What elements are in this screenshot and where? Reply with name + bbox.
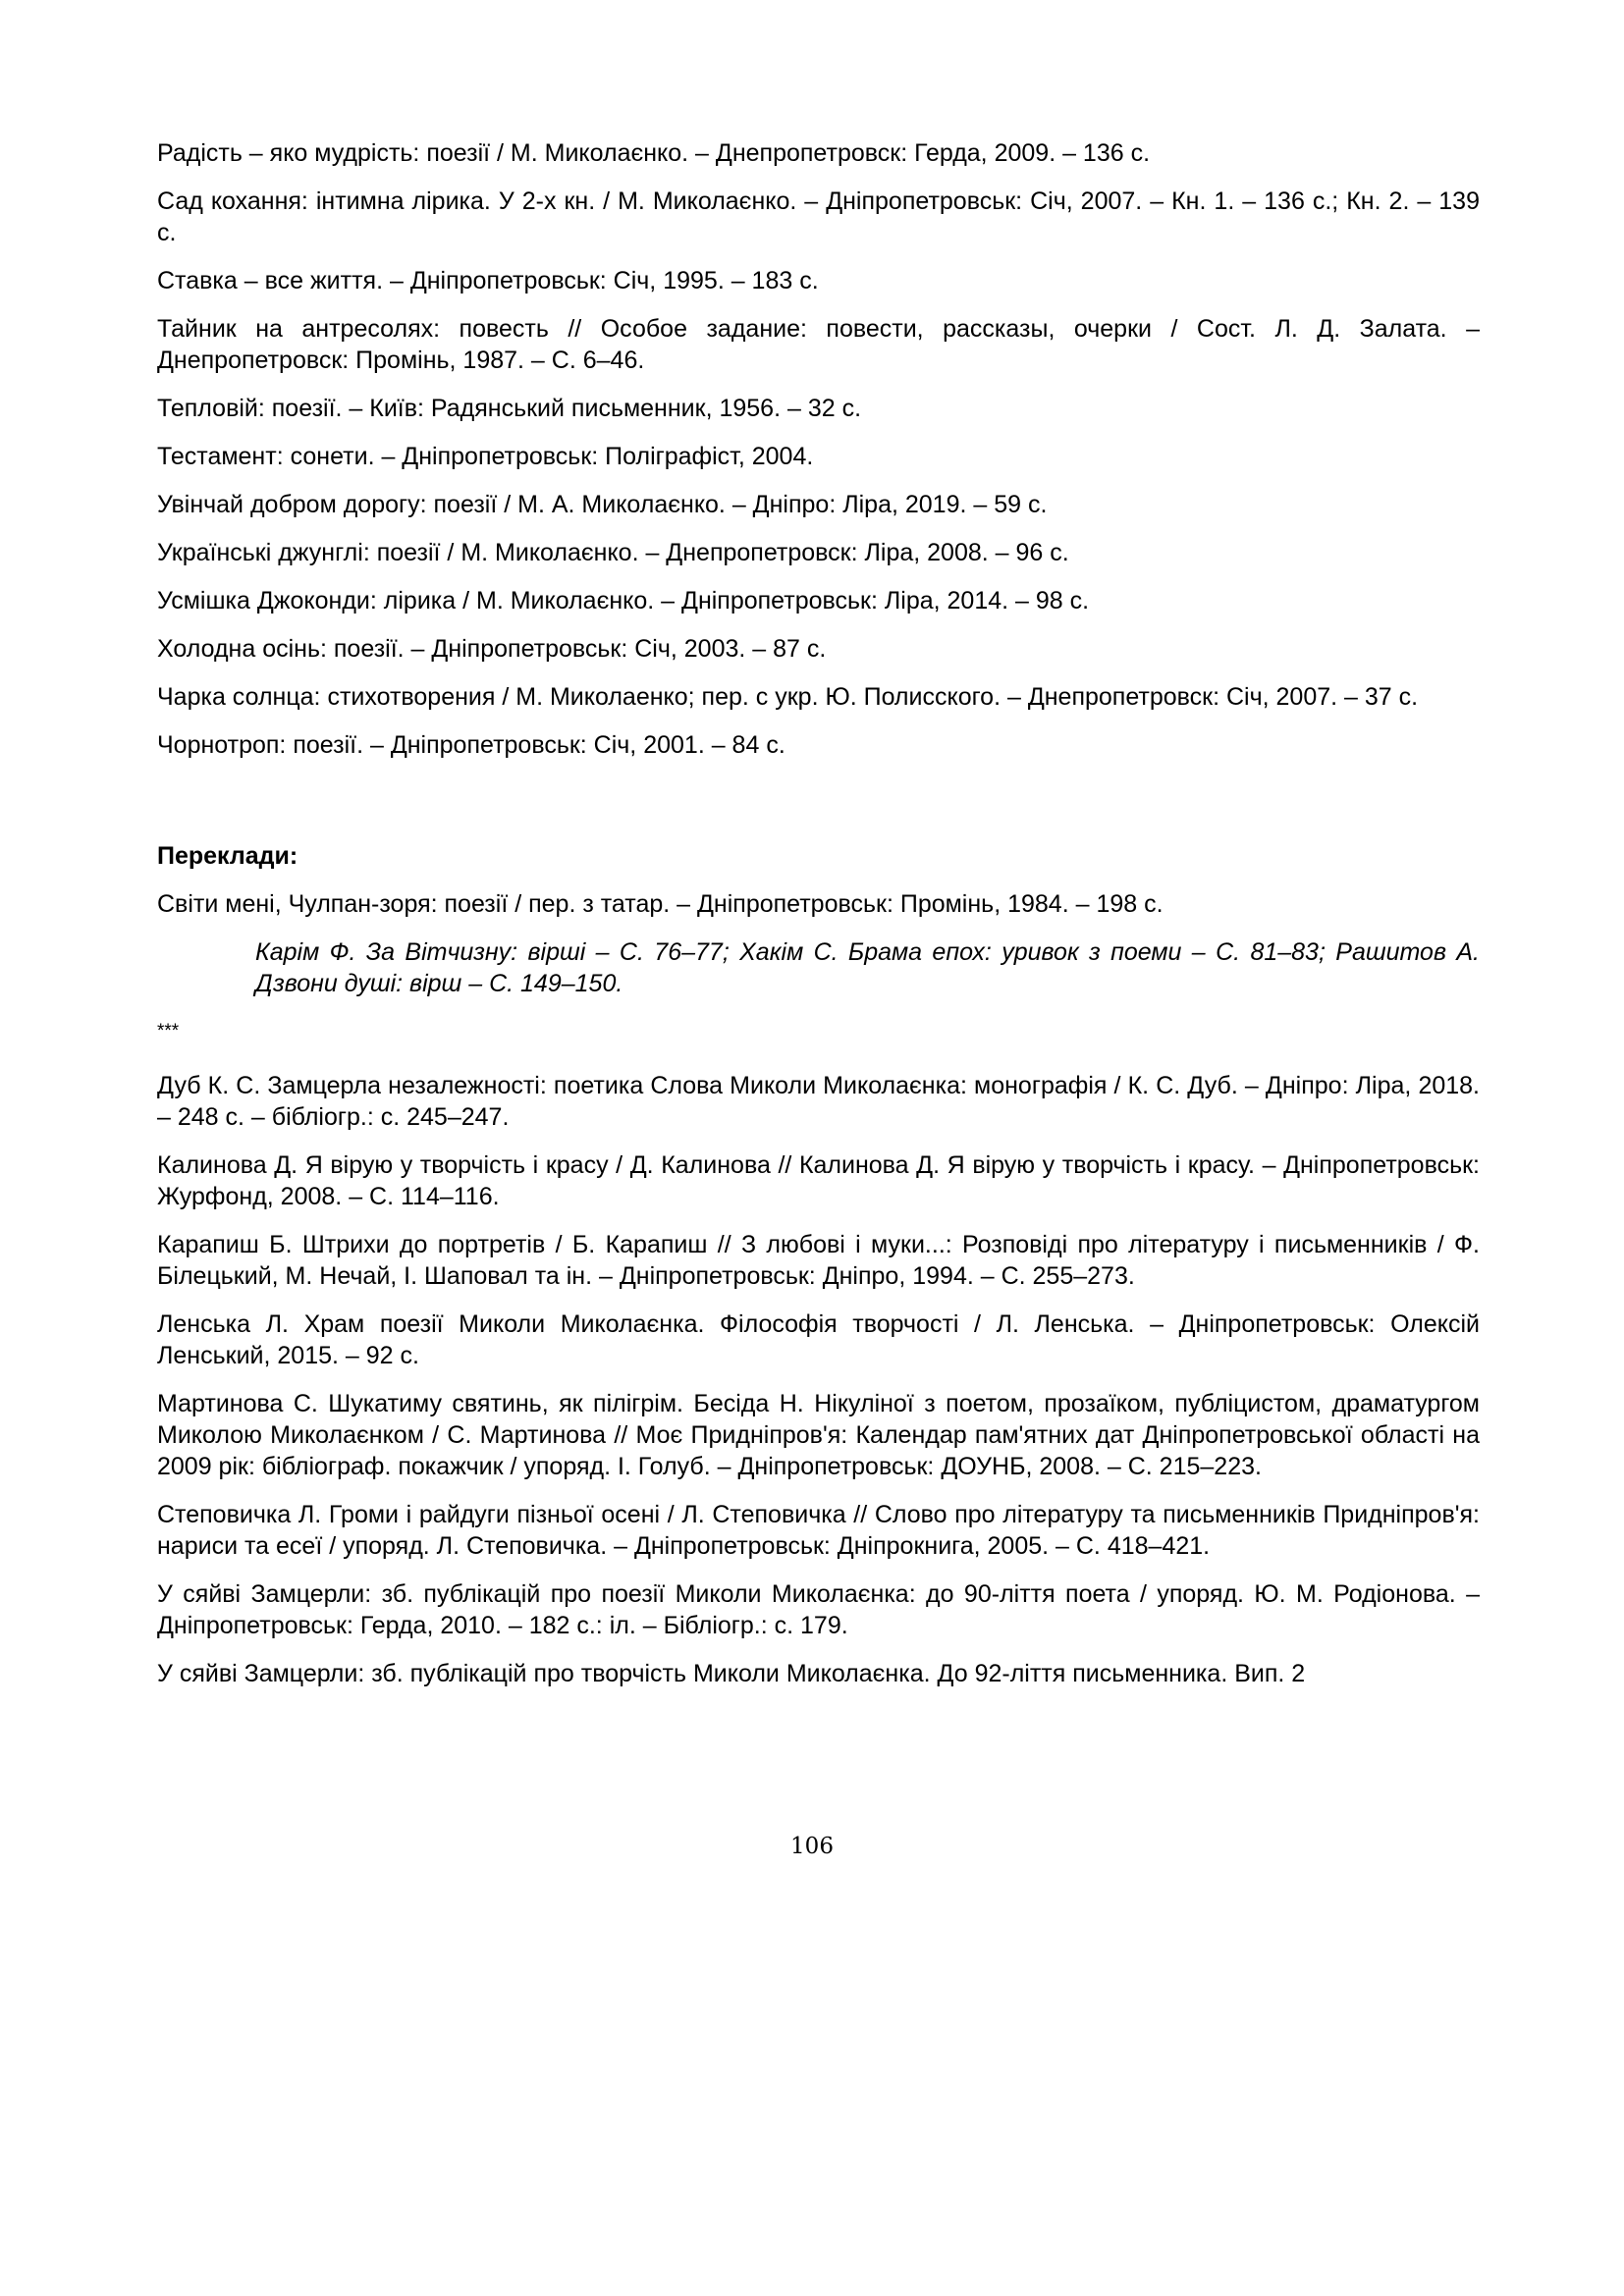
page-content [157,137,1480,1706]
literature-entry: У сяйві Замцерли: зб. публікацій про поезії Миколи Миколаєнка: до 90-ліття поета / упоряд. Ю. М. Родіонова. – Дніпропетровськ: Герда, 2010. – 182 с.: іл. – Бібліогр.: с. 179. [157,1580,1480,1639]
literature-entry: Ленська Л. Храм поезії Миколи Миколаєнка. Філософія творчості / Л. Ленська. – Дніпропетровськ: Олексій Ленський, 2015. – 92 с. [157,1310,1480,1369]
bibliography-entry: Тепловій: поезії. – Київ: Радянський письменник, 1956. – 32 с. [157,395,862,422]
bibliography-entry: Холодна осінь: поезії. – Дніпропетровськ: Січ, 2003. – 87 с. [157,635,827,663]
bibliography-entry: Ставка – все життя. – Дніпропетровськ: Січ, 1995. – 183 с. [157,267,819,294]
bibliography-entry: Увінчай добром дорогу: поезії / М. А. Миколаєнко. – Дніпро: Ліра, 2019. – 59 с. [157,491,1048,518]
literature-entry: Степовичка Л. Громи і райдуги пізньої осені / Л. Степовичка // Слово про літературу та письменників Придніпров'я: нариси та есеї / упоряд. Л. Степовичка. – Дніпропетровськ: Дніпрокнига, 2005. – С. 418–421. [157,1501,1480,1560]
literature-entry: Дуб К. С. Замцерла незалежності: поетика Слова Миколи Миколаєнка: монографія / К. С. Дуб. – Дніпро: Ліра, 2018. – 248 с. – бібліогр.: с. 245–247. [157,1072,1480,1131]
literature-entry: У сяйві Замцерли: зб. публікацій про творчість Миколи Миколаєнка. До 92-ліття письменника. Вип. 2 [157,1660,1306,1687]
bibliography-entry: Тестамент: сонети. – Дніпропетровськ: Поліграфіст, 2004. [157,443,814,470]
bibliography-entry: Радість – яко мудрість: поезії / М. Миколаєнко. – Днепропетровск: Герда, 2009. – 136 с. [157,139,1151,167]
literature-entry: Калинова Д. Я вірую у творчість і красу / Д. Калинова // Калинова Д. Я вірую у творчість і красу. – Дніпропетровськ: Журфонд, 2008. – С. 114–116. [157,1151,1480,1210]
bibliography-entry: Тайник на антресолях: повесть // Особое задание: повести, рассказы, очерки / Сост. Л. Д. Залата. – Днепропетровск: Промінь, 1987. – С. 6–46. [157,315,1480,374]
page-number: 106 [790,1834,834,1859]
literature-entry: Мартинова С. Шукатиму святинь, як пілігрім. Бесіда Н. Нікуліної з поетом, прозаїком, публіцистом, драматургом Миколою Миколаєнком / С. Мартинова // Моє Придніпров'я: Календар пам'ятних дат Дніпропетровської області на 2009 рік: бібліограф. покажчик / упоряд. І. Голуб. – Дніпропетровськ: ДОУНБ, 2008. – С. 215–223. [157,1390,1480,1480]
section-heading-translations: Переклади: [157,842,298,870]
section-separator: *** [157,1021,180,1041]
bibliography-entry: Усмішка Джоконди: лірика / М. Миколаєнко. – Дніпропетровськ: Ліра, 2014. – 98 с. [157,587,1090,614]
literature-entry: Карапиш Б. Штрихи до портретів / Б. Карапиш // З любові і муки...: Розповіді про літературу і письменників / Ф. Білецький, М. Нечай, І. Шаповал та ін. – Дніпропетровськ: Дніпро, 1994. – С. 255–273. [157,1231,1480,1290]
translation-entry: Світи мені, Чулпан-зоря: поезії / пер. з татар. – Дніпропетровськ: Промінь, 1984. – 198 с. [157,890,1164,918]
translation-contents-note: Карім Ф. За Вітчизну: вірші – С. 76–77; Хакім С. Брама епох: уривок з поеми – С. 81–83; Рашитов А. Дзвони душі: вірш – С. 149–150. [255,938,1480,997]
bibliography-entry: Сад кохання: інтимна лірика. У 2-х кн. / М. Миколаєнко. – Дніпропетровськ: Січ, 2007. – Кн. 1. – 136 с.; Кн. 2. – 139 с. [157,187,1480,246]
bibliography-entry: Чарка солнца: стихотворения / М. Миколаенко; пер. с укр. Ю. Полисского. – Днепропетровск: Січ, 2007. – 37 с. [157,683,1419,711]
bibliography-entry: Чорнотроп: поезії. – Дніпропетровськ: Січ, 2001. – 84 с. [157,731,785,759]
bibliography-entry: Українські джунглі: поезії / М. Миколаєнко. – Днепропетровск: Ліра, 2008. – 96 с. [157,539,1069,566]
